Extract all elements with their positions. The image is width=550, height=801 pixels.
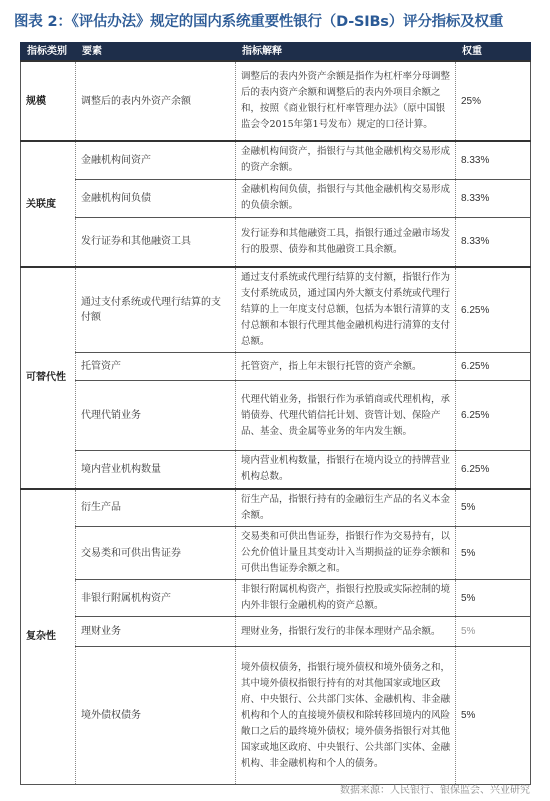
explanation-cell: 金融机构间资产，指银行与其他金融机构交易形成的资产余额。 (236, 141, 456, 179)
explanation-cell: 境内营业机构数量，指银行在境内设立的持牌营业机构总数。 (236, 451, 456, 489)
element-cell: 境内营业机构数量 (76, 451, 236, 489)
explanation-cell: 金融机构间负债，指银行与其他金融机构交易形成的负债余额。 (236, 179, 456, 217)
element-cell: 金融机构间资产 (76, 141, 236, 179)
element-cell: 托管资产 (76, 353, 236, 381)
table-row (21, 217, 531, 267)
element-cell: 理财业务 (76, 617, 236, 647)
element-cell: 调整后的表内外资产余额 (76, 61, 236, 141)
weight-cell: 5% (456, 527, 531, 580)
weight-cell: 6.25% (456, 451, 531, 489)
table-row (21, 527, 531, 580)
header-row (21, 43, 531, 62)
explanation-cell: 交易类和可供出售证券，指银行作为交易持有，以公允价值计量且其变动计入当期损益的证券余额和可供出售证券余额之和。 (236, 527, 456, 580)
element-cell: 交易类和可供出售证券 (76, 527, 236, 580)
explanation-cell: 调整后的表内外资产余额是指作为杠杆率分母调整后的表内资产余额和调整后的表内外项目余额之和，按照《商业银行杠杆率管理办法》（原中国银监会令2015年第1号发布）规定的口径计算。 (236, 61, 456, 141)
element-cell: 非银行附属机构资产 (76, 580, 236, 617)
table-row (21, 489, 531, 527)
weight-cell: 5% (456, 489, 531, 527)
table-row (21, 61, 531, 141)
weight-cell: 5% (456, 647, 531, 785)
weight-cell: 25% (456, 61, 531, 141)
header-category: 指标类别 (21, 43, 76, 62)
category-cell: 规模 (21, 61, 76, 141)
explanation-cell: 通过支付系统或代理行结算的支付额，指银行作为支付系统成员，通过国内外大额支付系统或代理行结算的上一年度支付总额，包括为本银行清算的支付总额和本银行代理其他金融机构进行清算的支付总额。 (236, 267, 456, 353)
weight-cell: 5% (456, 580, 531, 617)
table-row (21, 141, 531, 179)
element-cell: 境外债权债务 (76, 647, 236, 785)
explanation-cell: 托管资产，指上年末银行托管的资产余额。 (236, 353, 456, 381)
weight-cell: 8.33% (456, 141, 531, 179)
table-row (21, 381, 531, 451)
element-cell: 金融机构间负债 (76, 179, 236, 217)
explanation-cell: 衍生产品，指银行持有的金融衍生产品的名义本金余额。 (236, 489, 456, 527)
figure-title: 图表 2：《评估办法》规定的国内系统重要性银行（D-SIBs）评分指标及权重 (14, 14, 504, 30)
header-explanation: 指标解释 (236, 43, 456, 62)
explanation-cell: 代理代销业务，指银行作为承销商或代理机构，承销债券、代理代销信托计划、资管计划、保险产品、基金、贵金属等业务的年内发生额。 (236, 381, 456, 451)
explanation-cell: 非银行附属机构资产，指银行控股或实际控制的境内外非银行金融机构的资产总额。 (236, 580, 456, 617)
table-row (21, 267, 531, 353)
weight-cell: 6.25% (456, 353, 531, 381)
weight-cell: 6.25% (456, 381, 531, 451)
element-cell: 代理代销业务 (76, 381, 236, 451)
table-row (21, 353, 531, 381)
explanation-cell: 发行证券和其他融资工具，指银行通过金融市场发行的股票、债券和其他融资工具余额。 (236, 217, 456, 267)
category-cell: 可替代性 (21, 267, 76, 489)
weight-cell: 8.33% (456, 179, 531, 217)
category-cell: 关联度 (21, 141, 76, 267)
element-cell: 发行证券和其他融资工具 (76, 217, 236, 267)
table-row (21, 617, 531, 647)
element-cell: 通过支付系统或代理行结算的支付额 (76, 267, 236, 353)
explanation-cell: 理财业务，指银行发行的非保本理财产品余额。 (236, 617, 456, 647)
table-row (21, 580, 531, 617)
source-note: 数据来源：人民银行、银保监会、兴业研究 (340, 785, 530, 796)
header-element: 要素 (76, 43, 236, 62)
element-cell: 衍生产品 (76, 489, 236, 527)
weight-cell: 6.25% (456, 267, 531, 353)
explanation-cell: 境外债权债务，指银行境外债权和境外债务之和，其中境外债权指银行持有的对其他国家或地区政府、中央银行、公共部门实体、金融机构、非金融机构和个人的直接境外债权和除转移回境内的风险敞口之后的最终境外债权；境外债务指银行对其他国家或地区政府、中央银行、公共部门实体、金融机构、非金融机构和个人的债务。 (236, 647, 456, 785)
weight-cell: 5% (456, 617, 531, 647)
table-row (21, 451, 531, 489)
weight-cell: 8.33% (456, 217, 531, 267)
category-cell: 复杂性 (21, 489, 76, 785)
table-row (21, 647, 531, 785)
table-row (21, 179, 531, 217)
header-weight: 权重 (456, 43, 531, 62)
indicator-table (20, 42, 531, 785)
